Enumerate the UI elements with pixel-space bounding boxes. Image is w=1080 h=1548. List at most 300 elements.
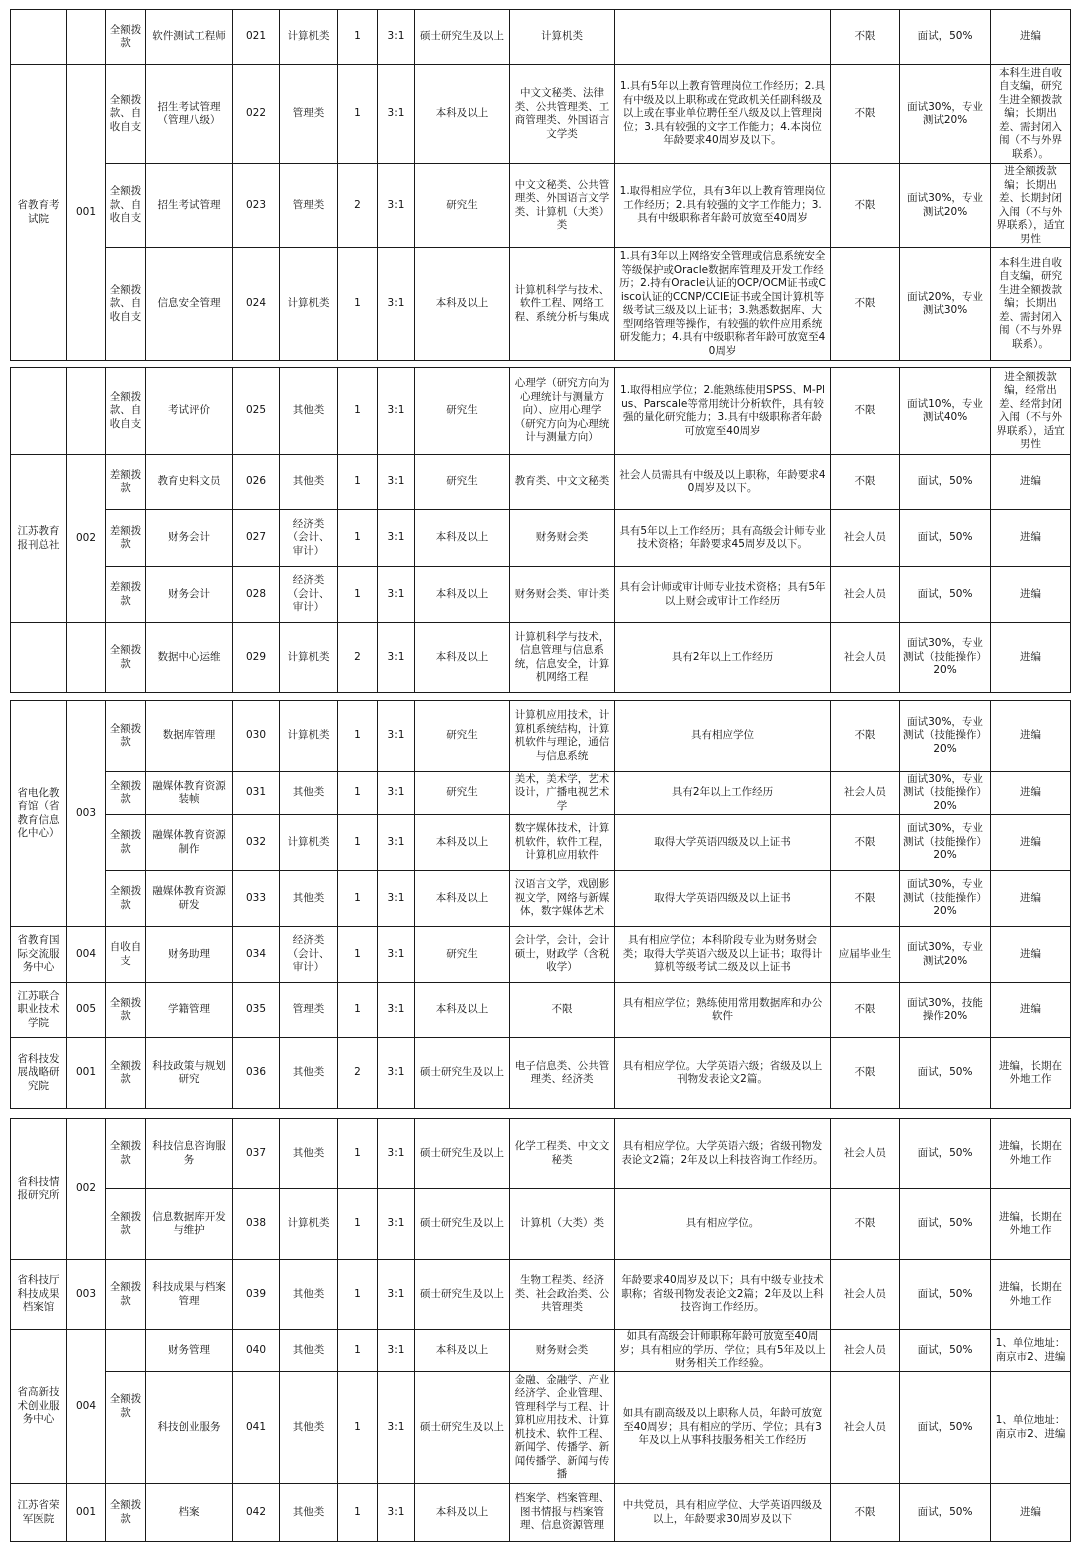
- cell-major: 会计学，会计，会计硕士，财政学（含税收学）: [514, 934, 610, 974]
- grid-line: [899, 814, 900, 871]
- grid-line: [990, 700, 991, 772]
- grid-line: [105, 64, 106, 361]
- grid-line: [899, 454, 900, 510]
- cell-target: 不限: [854, 729, 876, 742]
- cell-code: 039: [245, 1287, 267, 1300]
- cell-ratio: 3:1: [387, 1066, 405, 1079]
- grid-line: [145, 454, 146, 510]
- cell-code: 021: [245, 30, 267, 43]
- cell-requirements: 1.具有3年以上网络安全管理或信息系统安全等级保护或Oracle数据库管理及开发工作经历；2.持有Oracle认证的OCP/OCM证书或Cisco认证的CCNP/CCIE证书或全国计算机等级考试三级及以上证书；3.熟悉数据库、大型网络管理等操作，有较强的软件应用系统研发能力；4.具有中级职称者年龄可放宽至40周岁: [619, 250, 826, 357]
- unit-code: 001: [75, 205, 97, 218]
- cell-count: 1: [354, 475, 361, 488]
- grid-line: [899, 1037, 900, 1109]
- cell-funding: 全额拨款、自收自支: [109, 185, 142, 225]
- grid-line: [899, 1371, 900, 1484]
- cell-requirements: 社会人员需具有中级及以上职称，年龄要求40周岁及以下。: [619, 468, 826, 494]
- cell-exam: 面试，50%: [917, 1343, 973, 1356]
- grid-line: [10, 9, 11, 65]
- grid-line: [899, 870, 900, 927]
- cell-exam: 面试20%，专业测试30%: [907, 290, 983, 316]
- grid-line: [414, 814, 415, 871]
- grid-line: [232, 771, 233, 815]
- cell-funding: 差额拨款: [109, 468, 142, 494]
- cell-ratio: 3:1: [387, 297, 405, 310]
- grid-line: [66, 1483, 67, 1542]
- unit-code: 003: [75, 1287, 97, 1300]
- cell-requirements: 如具有副高级及以上职称人员，年龄可放宽至40周岁；具有相应的学历、学位；具有3年及以上从事科技服务相关工作经历: [622, 1407, 823, 1447]
- cell-category: 计算机类: [287, 297, 330, 310]
- cell-position: 信息安全管理: [157, 297, 221, 310]
- cell-exam: 面试10%，专业测试40%: [907, 397, 983, 423]
- grid-line: [990, 1037, 991, 1109]
- cell-requirements: 具有相应学位。大学英语六级；省级刊物发表论文2篇；2年及以上科技咨询工作经历。: [621, 1140, 824, 1166]
- grid-line: [990, 1329, 991, 1372]
- cell-education: 硕士研究生及以上: [420, 1287, 504, 1300]
- cell-code: 027: [245, 531, 267, 544]
- cell-exam: 面试30%，专业测试20%: [907, 100, 983, 126]
- grid-line: [232, 1037, 233, 1109]
- cell-code: 029: [245, 650, 267, 663]
- unit-code: 005: [75, 1003, 97, 1016]
- cell-position: 档案: [178, 1505, 200, 1518]
- cell-count: 1: [354, 729, 361, 742]
- grid-line: [830, 1118, 831, 1189]
- cell-remarks: 进编，长期在外地工作: [999, 1281, 1062, 1307]
- grid-line: [990, 454, 991, 510]
- grid-line: [1070, 700, 1071, 772]
- grid-line: [377, 454, 378, 510]
- cell-position: 招生考试管理: [157, 198, 221, 211]
- unit-name: 省教育国际交流服务中心: [17, 934, 60, 974]
- cell-code: 031: [245, 786, 267, 799]
- cell-exam: 面试30%，技能操作20%: [907, 996, 983, 1022]
- unit-code: 003: [75, 806, 97, 819]
- cell-remarks: 进编: [1020, 891, 1041, 904]
- cell-code: 037: [245, 1146, 267, 1159]
- cell-count: 1: [354, 297, 361, 310]
- grid-line: [66, 982, 67, 1038]
- grid-line: [414, 1188, 415, 1260]
- cell-funding: 差额拨款: [109, 581, 142, 607]
- cell-remarks: 进编: [1020, 1003, 1041, 1016]
- grid-line: [377, 163, 378, 248]
- grid-line: [105, 1118, 1071, 1119]
- cell-remarks: 进编，长期在外地工作: [999, 1059, 1062, 1085]
- grid-line: [614, 1188, 615, 1260]
- grid-line: [66, 454, 67, 623]
- cell-education: 硕士研究生及以上: [420, 1217, 504, 1230]
- grid-line: [614, 1483, 615, 1542]
- cell-count: 2: [354, 1066, 361, 1079]
- grid-line: [990, 1483, 991, 1542]
- cell-remarks: 1、单位地址：南京市2、进编: [995, 1414, 1066, 1440]
- grid-line: [509, 1259, 510, 1330]
- grid-line: [145, 622, 146, 693]
- cell-count: 1: [354, 786, 361, 799]
- grid-line: [105, 622, 1071, 623]
- cell-exam: 面试30%，专业测试20%: [907, 192, 983, 218]
- cell-code: 025: [245, 404, 267, 417]
- unit-code: 004: [75, 1399, 97, 1412]
- grid-line: [66, 367, 67, 455]
- grid-line: [232, 247, 233, 361]
- unit-code: [67, 10, 105, 64]
- cell-ratio: 3:1: [387, 404, 405, 417]
- cell-major: 财务财会类: [535, 531, 589, 544]
- cell-exam: 面试30%，专业测试（技能操作）20%: [903, 878, 987, 918]
- grid-line: [830, 9, 831, 65]
- cell-exam: 面试，50%: [917, 587, 973, 600]
- grid-line: [414, 982, 415, 1038]
- grid-line: [509, 1188, 510, 1260]
- grid-line: [145, 64, 146, 164]
- cell-funding: 全额拨款: [109, 779, 142, 805]
- grid-line: [899, 64, 900, 164]
- grid-line: [105, 163, 1071, 164]
- grid-line: [614, 926, 615, 983]
- cell-exam: 面试，50%: [917, 475, 973, 488]
- unit-name: 省教育考试院: [17, 199, 60, 225]
- cell-exam: 面试，50%: [917, 1146, 973, 1159]
- grid-line: [337, 566, 338, 623]
- grid-line: [232, 1188, 233, 1260]
- grid-line: [337, 1329, 338, 1372]
- cell-remarks: 进编: [1020, 650, 1041, 663]
- grid-line: [145, 771, 146, 815]
- cell-target: 社会人员: [844, 587, 886, 600]
- cell-ratio: 3:1: [387, 587, 405, 600]
- grid-line: [232, 454, 233, 510]
- cell-position: 考试评价: [168, 404, 210, 417]
- grid-line: [414, 247, 415, 361]
- grid-line: [10, 1108, 106, 1109]
- grid-line: [279, 1371, 280, 1484]
- grid-line: [10, 1259, 106, 1260]
- cell-category: 其他类: [292, 404, 325, 417]
- cell-category: 计算机类: [287, 729, 330, 742]
- grid-line: [509, 163, 510, 248]
- cell-code: 033: [245, 891, 267, 904]
- grid-line: [830, 771, 831, 815]
- cell-category: 其他类: [292, 786, 325, 799]
- cell-major: 金融、金融学、产业经济学、企业管理、管理科学与工程、计算机应用技术、计算机技术、软件工程、新闻学、传播学、新闻传播学、新闻与传播: [514, 1373, 610, 1480]
- grid-line: [509, 566, 510, 623]
- grid-line: [614, 814, 615, 871]
- cell-remarks: 进编: [1020, 786, 1041, 799]
- cell-remarks: 进编: [1020, 531, 1041, 544]
- grid-line: [145, 163, 146, 248]
- cell-target: 社会人员: [844, 1343, 886, 1356]
- grid-line: [509, 247, 510, 361]
- grid-line: [10, 1118, 11, 1260]
- grid-line: [279, 1118, 280, 1189]
- cell-requirements: 1.具有5年以上教育管理岗位工作经历；2.具有中级及以上职称或在党政机关任副科级及以上或在事业单位聘任至八级及以上管理岗位；3.具有较强的文字工作能力；4.本岗位年龄要求40周岁及以下。: [619, 80, 826, 147]
- grid-line: [990, 926, 991, 983]
- cell-funding: 全额拨款: [109, 1393, 142, 1419]
- cell-target: 社会人员: [844, 786, 886, 799]
- cell-education: 本科及以上: [435, 891, 489, 904]
- grid-line: [145, 926, 146, 983]
- cell-category: 经济类（会计、审计）: [287, 934, 330, 974]
- cell-target: 社会人员: [844, 650, 886, 663]
- grid-line: [377, 982, 378, 1038]
- grid-line: [509, 64, 510, 164]
- grid-line: [377, 64, 378, 164]
- cell-exam: 面试30%，专业测试（技能操作）20%: [903, 772, 987, 812]
- cell-major: 不限: [551, 1003, 573, 1016]
- grid-line: [1070, 1188, 1071, 1260]
- cell-ratio: 3:1: [387, 729, 405, 742]
- grid-line: [414, 622, 415, 693]
- grid-line: [66, 622, 67, 693]
- cell-major: 汉语言文学，戏剧影视文学，网络与新媒体，数字媒体艺术: [514, 878, 610, 918]
- cell-major: 财务财会类、审计类: [514, 587, 610, 600]
- cell-requirements: 具有5年以上工作经历；具有高级会计师专业技术资格；年龄要求45周岁及以下。: [619, 524, 826, 550]
- grid-line: [614, 247, 615, 361]
- grid-line: [614, 1329, 615, 1372]
- grid-line: [414, 1329, 415, 1372]
- grid-line: [145, 982, 146, 1038]
- grid-line: [105, 1037, 106, 1109]
- grid-line: [614, 367, 615, 455]
- grid-line: [509, 926, 510, 983]
- cell-major: 档案学、档案管理、图书情报与档案管理、信息资源管理: [514, 1492, 610, 1532]
- cell-remarks: 1、单位地址：南京市2、进编: [995, 1337, 1066, 1363]
- cell-code: 022: [245, 107, 267, 120]
- cell-position: 教育史料文员: [157, 475, 221, 488]
- grid-line: [614, 1259, 615, 1330]
- grid-line: [377, 622, 378, 693]
- grid-line: [105, 1329, 106, 1484]
- cell-education: 研究生: [446, 475, 478, 488]
- grid-line: [66, 64, 67, 361]
- grid-line: [105, 1037, 1071, 1038]
- cell-major: 美术，美术学，艺术设计，广播电视艺术学: [514, 772, 610, 812]
- cell-count: 2: [354, 650, 361, 663]
- grid-line: [899, 1188, 900, 1260]
- grid-line: [614, 771, 615, 815]
- grid-line: [377, 814, 378, 871]
- cell-count: 1: [354, 1343, 361, 1356]
- cell-requirements: [615, 10, 830, 64]
- cell-requirements: 具有相应学位: [691, 729, 754, 742]
- cell-funding: 全额拨款、自收自支: [109, 390, 142, 430]
- grid-line: [990, 9, 991, 65]
- cell-exam: 面试，50%: [917, 30, 973, 43]
- grid-line: [145, 1188, 146, 1260]
- grid-line: [414, 566, 415, 623]
- grid-line: [10, 1483, 106, 1484]
- unit-code: 001: [75, 1066, 97, 1079]
- unit-code: [67, 623, 105, 692]
- grid-line: [899, 163, 900, 248]
- grid-line: [105, 9, 106, 65]
- grid-line: [990, 870, 991, 927]
- grid-line: [1070, 982, 1071, 1038]
- cell-position: 财务助理: [168, 947, 210, 960]
- grid-line: [279, 163, 280, 248]
- cell-education: 本科及以上: [435, 297, 489, 310]
- grid-line: [990, 163, 991, 248]
- cell-requirements: 具有相应学位。: [685, 1217, 760, 1230]
- cell-major: 化学工程类、中文文秘类: [514, 1140, 610, 1166]
- grid-line: [509, 9, 510, 65]
- grid-line: [232, 367, 233, 455]
- grid-line: [377, 247, 378, 361]
- grid-line: [145, 1483, 146, 1542]
- grid-line: [10, 622, 106, 623]
- unit-name: 省科技厅科技成果档案馆: [17, 1274, 60, 1314]
- grid-line: [105, 566, 1071, 567]
- grid-line: [614, 454, 615, 510]
- grid-line: [10, 982, 11, 1038]
- grid-line: [105, 1541, 1071, 1542]
- grid-line: [105, 814, 1071, 815]
- cell-category: 管理类: [292, 107, 325, 120]
- cell-target: 不限: [854, 1505, 876, 1518]
- cell-requirements: 1.取得相应学位，具有3年以上教育管理岗位工作经历；2.具有较强的文字工作能力；3.具有中级职称者年龄可放宽至40周岁: [619, 185, 826, 225]
- cell-count: 1: [354, 947, 361, 960]
- grid-line: [10, 64, 106, 65]
- unit-code: [67, 368, 105, 454]
- cell-position: 科技创业服务: [157, 1420, 221, 1433]
- grid-line: [830, 454, 831, 510]
- cell-category: 计算机类: [287, 30, 330, 43]
- cell-requirements: 具有相应学位。大学英语六级；省级及以上刊物发表论文2篇。: [622, 1059, 823, 1085]
- cell-ratio: 3:1: [387, 1505, 405, 1518]
- grid-line: [105, 982, 1071, 983]
- cell-remarks: 进编: [1020, 1505, 1041, 1518]
- grid-line: [10, 454, 11, 623]
- cell-exam: 面试，50%: [917, 1287, 973, 1300]
- grid-line: [377, 1188, 378, 1260]
- cell-count: 1: [354, 835, 361, 848]
- grid-line: [614, 870, 615, 927]
- grid-line: [1070, 509, 1071, 567]
- cell-remarks: 进编: [1020, 587, 1041, 600]
- cell-requirements: 具有2年以上工作经历: [671, 650, 774, 663]
- cell-funding: 全额拨款: [109, 885, 142, 911]
- grid-line: [830, 870, 831, 927]
- cell-ratio: 3:1: [387, 107, 405, 120]
- grid-line: [414, 9, 415, 65]
- grid-line: [1070, 163, 1071, 248]
- grid-line: [337, 1037, 338, 1109]
- grid-line: [337, 1188, 338, 1260]
- grid-line: [145, 509, 146, 567]
- grid-line: [105, 982, 106, 1038]
- grid-line: [105, 700, 1071, 701]
- grid-line: [10, 926, 106, 927]
- grid-line: [414, 1259, 415, 1330]
- grid-line: [10, 367, 11, 455]
- cell-count: 1: [354, 107, 361, 120]
- cell-remarks: 进编: [1020, 947, 1041, 960]
- cell-requirements: 年龄要求40周岁及以下；具有中级专业技术职称；省级刊物发表论文2篇；2年及以上科技咨询工作经历。: [621, 1274, 824, 1314]
- grid-line: [10, 360, 106, 361]
- grid-line: [414, 700, 415, 772]
- grid-line: [145, 1329, 146, 1372]
- grid-line: [990, 982, 991, 1038]
- cell-exam: 面试30%，专业测试（技能操作）20%: [903, 822, 987, 862]
- grid-line: [279, 1483, 280, 1542]
- grid-line: [414, 1483, 415, 1542]
- grid-line: [105, 1259, 106, 1330]
- grid-line: [509, 1118, 510, 1189]
- cell-count: 1: [354, 30, 361, 43]
- cell-major: 中文文秘类、公共管理类、外国语言文学类、计算机（大类）类: [514, 178, 610, 231]
- grid-line: [1070, 1259, 1071, 1330]
- grid-line: [10, 926, 11, 983]
- cell-funding: 全额拨款: [109, 23, 142, 49]
- cell-education: 本科及以上: [435, 531, 489, 544]
- grid-line: [145, 1037, 146, 1109]
- cell-category: 管理类: [292, 1003, 325, 1016]
- grid-line: [830, 700, 831, 772]
- grid-line: [279, 1037, 280, 1109]
- grid-line: [10, 1118, 106, 1119]
- cell-exam: 面试30%，专业测试（技能操作）20%: [903, 715, 987, 755]
- grid-line: [337, 1118, 338, 1189]
- cell-funding: 全额拨款: [109, 996, 142, 1022]
- cell-target: 不限: [854, 30, 876, 43]
- unit-code: 001: [75, 1505, 97, 1518]
- cell-ratio: 3:1: [387, 835, 405, 848]
- cell-code: 034: [245, 947, 267, 960]
- grid-line: [509, 367, 510, 455]
- grid-line: [105, 926, 1071, 927]
- cell-target: 不限: [854, 891, 876, 904]
- cell-funding: 全额拨款: [109, 1499, 142, 1525]
- grid-line: [830, 982, 831, 1038]
- grid-line: [105, 700, 106, 927]
- cell-education: 研究生: [446, 404, 478, 417]
- cell-major: 财务财会类: [535, 1343, 589, 1356]
- cell-major: 电子信息类、公共管理类、经济类: [514, 1059, 610, 1085]
- cell-code: 024: [245, 297, 267, 310]
- grid-line: [990, 1259, 991, 1330]
- grid-line: [509, 1371, 510, 1484]
- grid-line: [337, 1259, 338, 1330]
- cell-requirements: 具有2年以上工作经历: [671, 786, 774, 799]
- grid-line: [337, 771, 338, 815]
- grid-line: [105, 1108, 1071, 1109]
- grid-line: [899, 1259, 900, 1330]
- grid-line: [414, 509, 415, 567]
- grid-line: [145, 566, 146, 623]
- grid-line: [232, 1259, 233, 1330]
- cell-major: 中文文秘类、法律类、公共管理类、工商管理类、外国语言文学类: [514, 87, 610, 140]
- grid-line: [279, 247, 280, 361]
- grid-line: [414, 163, 415, 248]
- unit-name: 省科技情报研究所: [17, 1175, 60, 1201]
- grid-line: [145, 1371, 146, 1484]
- grid-line: [830, 367, 831, 455]
- cell-category: 其他类: [292, 1066, 325, 1079]
- cell-category: 其他类: [292, 1343, 325, 1356]
- cell-position: 融媒体教育资源制作: [152, 829, 226, 855]
- cell-ratio: 3:1: [387, 1287, 405, 1300]
- cell-target: 应届毕业生: [838, 947, 892, 960]
- grid-line: [830, 509, 831, 567]
- grid-line: [899, 367, 900, 455]
- grid-line: [66, 700, 67, 927]
- cell-education: 本科及以上: [435, 107, 489, 120]
- cell-major: 教育类、中文文秘类: [514, 475, 610, 488]
- cell-count: 1: [354, 531, 361, 544]
- cell-education: 研究生: [446, 786, 478, 799]
- grid-line: [337, 64, 338, 164]
